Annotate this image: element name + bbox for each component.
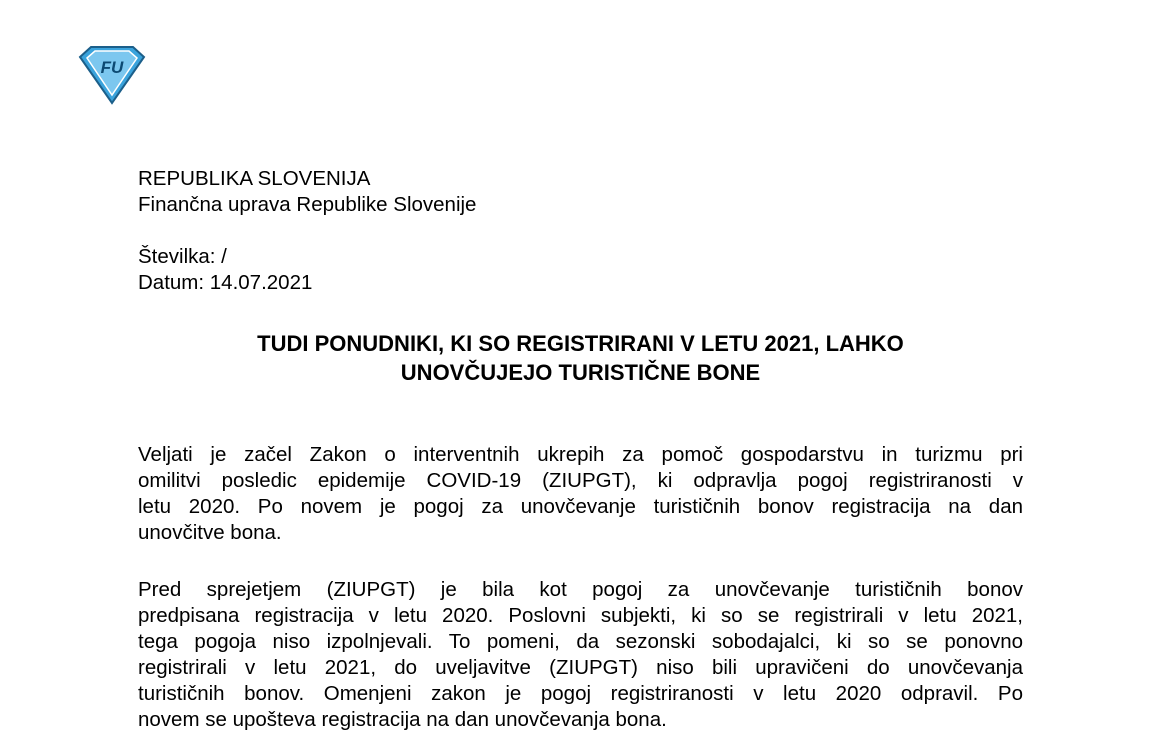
fu-logo: [77, 45, 147, 105]
shield-logo-icon: [77, 45, 147, 105]
country-name: REPUBLIKA SLOVENIJA: [138, 167, 371, 190]
paragraph-line: letu 2020. Po novem je pogoj za unovčevanje turističnih bonov registracija na dan: [138, 495, 1023, 518]
paragraph-line: tega pogoja niso izpolnjevali. To pomeni, da sezonski sobodajalci, ki so se ponovno: [138, 630, 1023, 653]
paragraph-line: Veljati je začel Zakon o interventnih ukrepih za pomoč gospodarstvu in turizmu pri: [138, 443, 1023, 466]
paragraph-line: novem se upošteva registracija na dan unovčevanja bona.: [138, 708, 667, 731]
paragraph-line: Pred sprejetjem (ZIUPGT) je bila kot pogoj za unovčevanje turističnih bonov: [138, 578, 1023, 601]
document-date: Datum: 14.07.2021: [138, 271, 313, 294]
document-number: Številka: /: [138, 245, 227, 268]
document-meta: [138, 244, 1023, 296]
paragraph-line: unovčitve bona.: [138, 521, 282, 544]
paragraph-1: [138, 442, 1023, 546]
title-line-2: UNOVČUJEJO TURISTIČNE BONE: [400, 360, 761, 385]
paragraph-line: omilitvi posledic epidemije COVID-19 (ZIUPGT), ki odpravlja pogoj registriranosti v: [138, 469, 1023, 492]
paragraph-2: [138, 577, 1023, 733]
document-title: [138, 329, 1023, 387]
paragraph-line: registrirali v letu 2021, do uveljavitve (ZIUPGT) niso bili upravičeni do unovčevanja: [138, 656, 1023, 679]
agency-name: Finančna uprava Republike Slovenije: [138, 193, 477, 216]
logo-letters: FU: [100, 58, 124, 77]
title-line-1: TUDI PONUDNIKI, KI SO REGISTRIRANI V LETU 2021, LAHKO: [257, 331, 904, 356]
paragraph-line: turističnih bonov. Omenjeni zakon je pogoj registriranosti v letu 2020 odpravil. Po: [138, 682, 1023, 705]
document-header: [138, 166, 1023, 218]
paragraph-line: predpisana registracija v letu 2020. Poslovni subjekti, ki so se registrirali v letu 2021,: [138, 604, 1023, 627]
